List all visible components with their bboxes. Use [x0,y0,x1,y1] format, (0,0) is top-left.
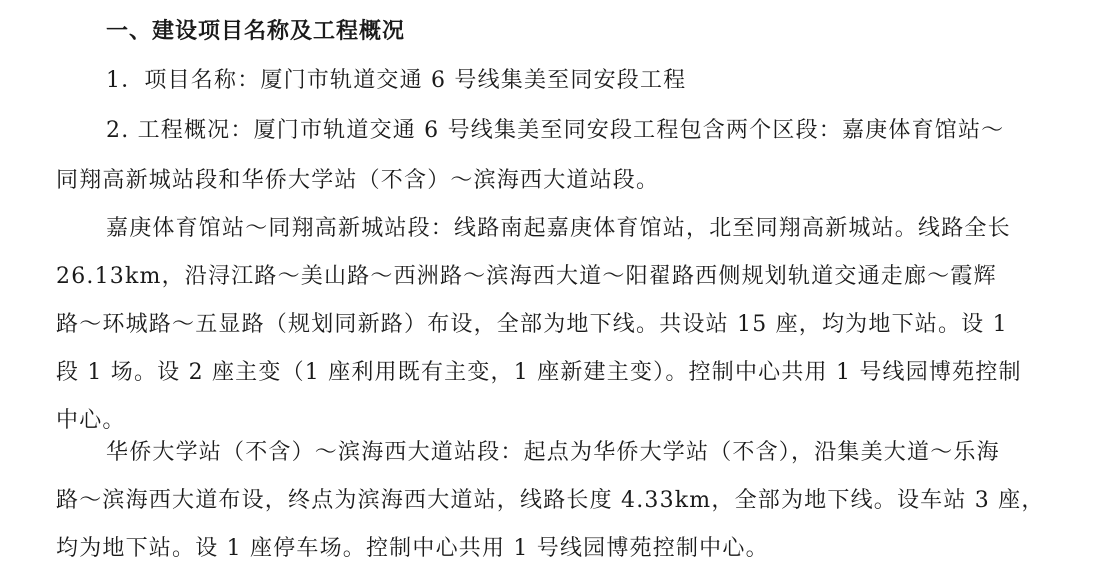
paragraph-section-b-line-3: 均为地下站。设 1 座停车场。控制中心共用 1 号线园博苑控制中心。 [56,536,769,561]
item-overview-line-1: 2. 工程概况：厦门市轨道交通 6 号线集美至同安段工程包含两个区段：嘉庚体育馆站～ [106,118,1005,143]
paragraph-section-a-line-1: 嘉庚体育馆站～同翔高新城站段：线路南起嘉庚体育馆站，北至同翔高新城站。线路全长 [106,216,1011,241]
paragraph-section-b-line-1: 华侨大学站（不含）～滨海西大道站段：起点为华侨大学站（不含），沿集美大道～乐海 [106,440,1000,465]
paragraph-section-a-line-3: 路～环城路～五显路（规划同新路）布设，全部为地下线。共设站 15 座，均为地下站。设 1 [56,312,1008,337]
paragraph-section-a-line-4: 段 1 场。设 2 座主变（1 座利用既有主变，1 座新建主变）。控制中心共用 1 号线园博苑控制 [56,360,1022,385]
item-project-name: 1．项目名称：厦门市轨道交通 6 号线集美至同安段工程 [106,68,687,93]
item-overview-line-2: 同翔高新城站段和华侨大学站（不含）～滨海西大道站段。 [56,168,660,193]
paragraph-section-a-line-5: 中心。 [56,408,126,433]
paragraph-section-a-line-2: 26.13km，沿浔江路～美山路～西洲路～滨海西大道～阳翟路西侧规划轨道交通走廊～霞辉 [56,264,997,289]
paragraph-section-b-line-2: 路～滨海西大道布设，终点为滨海西大道站，线路长度 4.33km，全部为地下线。设车站 3 座， [56,488,1045,513]
section-heading: 一、建设项目名称及工程概况 [106,18,406,44]
